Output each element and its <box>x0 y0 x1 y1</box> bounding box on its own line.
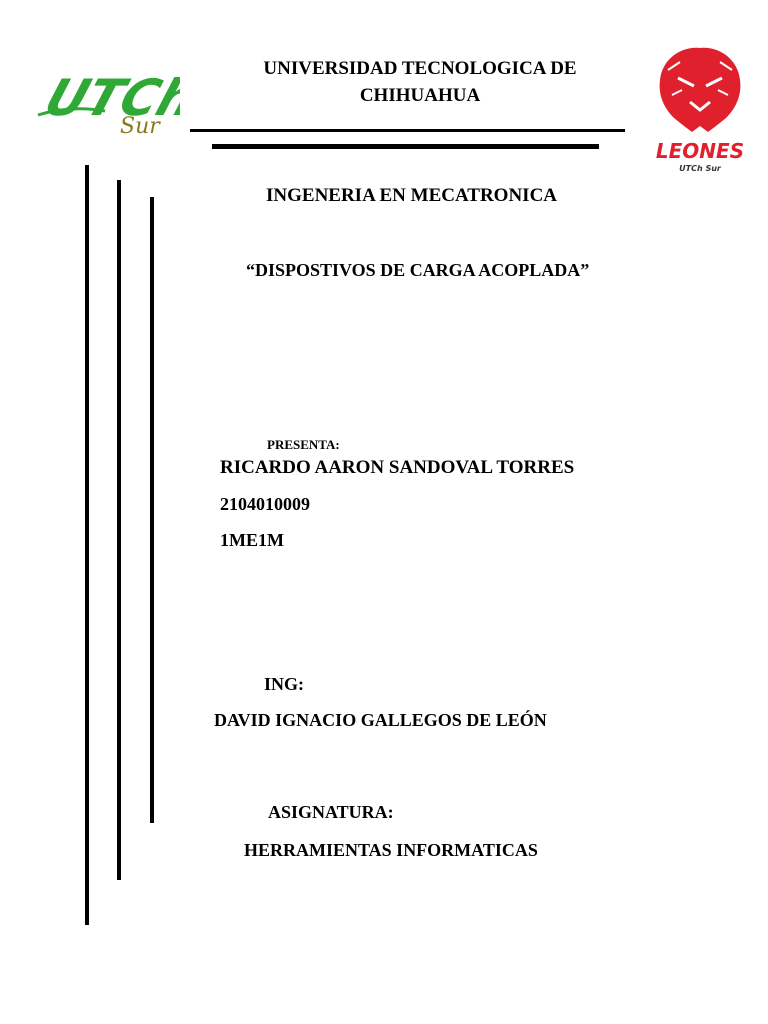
subject-name: HERRAMIENTAS INFORMATICAS <box>244 840 538 860</box>
header-rule-top <box>190 129 625 132</box>
university-line-2: CHIHUAHUA <box>359 85 481 106</box>
university-title <box>200 55 640 109</box>
university-line-1: UNIVERSIDAD TECNOLOGICA DE <box>263 58 577 79</box>
instructor-label: ING: <box>264 674 304 694</box>
leones-logo <box>650 40 750 175</box>
presenter-label: PRESENTA: <box>267 437 340 452</box>
logo-leones-sub: UTCh Sur <box>679 164 721 173</box>
decorative-vertical-line <box>117 180 121 880</box>
lion-head-icon <box>650 40 750 175</box>
career-name: INGENERIA EN MECATRONICA <box>266 185 558 206</box>
decorative-vertical-line <box>150 197 154 823</box>
student-id: 2104010009 <box>220 494 310 514</box>
student-group: 1ME1M <box>220 530 284 550</box>
utch-sur-logo-icon <box>30 65 180 140</box>
instructor-name: DAVID IGNACIO GALLEGOS DE LEÓN <box>214 710 547 730</box>
subject-label: ASIGNATURA: <box>268 802 394 822</box>
decorative-vertical-line <box>85 165 89 925</box>
header-rule-bottom <box>212 144 599 149</box>
logo-leones-text: LEONES <box>655 139 745 163</box>
student-name: RICARDO AARON SANDOVAL TORRES <box>220 457 575 478</box>
logo-utch-text: UTCh <box>37 69 180 128</box>
logo-sur-text: Sur <box>120 114 160 139</box>
utch-sur-logo <box>30 65 180 140</box>
project-title: “DISPOSTIVOS DE CARGA ACOPLADA” <box>246 260 590 280</box>
